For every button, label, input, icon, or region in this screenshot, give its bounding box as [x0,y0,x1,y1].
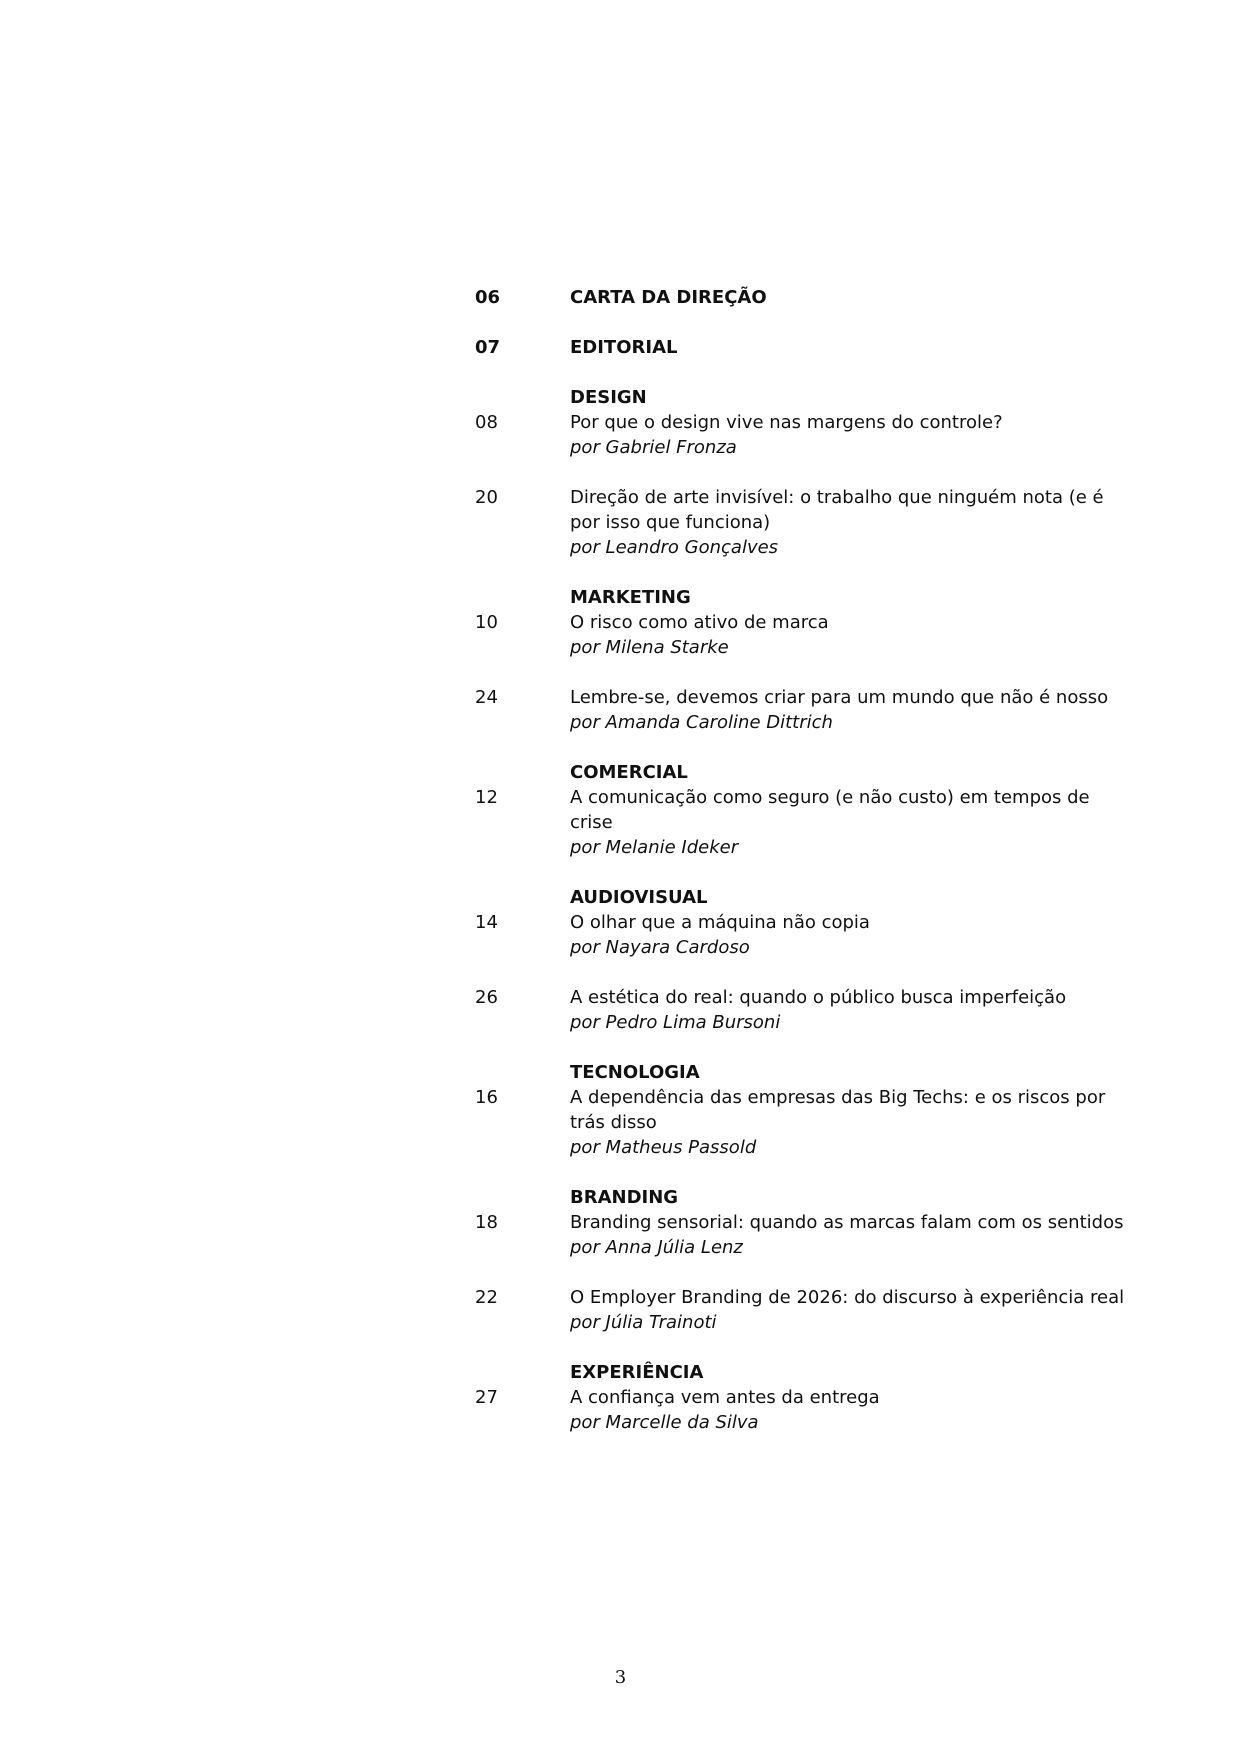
section-heading: BRANDING [570,1187,679,1208]
article-author: por Pedro Lima Bursoni [570,1012,781,1033]
toc-top-entry [475,285,1135,310]
toc-section-branding [475,1185,1135,1335]
article-title: Por que o design vive nas margens do controle? [570,412,1003,433]
article-title: O Employer Branding de 2026: do discurso à experiência real [570,1287,1125,1308]
toc-article[interactable] [475,785,1135,860]
page-number-label: 24 [475,687,498,708]
page-number-label: 16 [475,1087,498,1108]
article-title: O risco como ativo de marca [570,612,829,633]
article-author: por Gabriel Fronza [570,437,737,458]
toc-article[interactable] [475,1210,1135,1260]
section-heading: DESIGN [570,387,647,408]
article-author: por Matheus Passold [570,1137,757,1158]
article-title: O olhar que a máquina não copia [570,912,870,933]
toc-article[interactable] [475,410,1135,460]
page-number-label: 06 [475,287,501,308]
toc-article[interactable] [475,610,1135,660]
toc-article[interactable] [475,910,1135,960]
toc-article[interactable] [475,1085,1135,1160]
toc-section-design [475,385,1135,560]
entry-title: EDITORIAL [570,337,678,358]
page-number: 3 [614,1667,627,1688]
table-of-contents [475,285,1135,1460]
toc-top-entry [475,335,1135,360]
article-title: A estética do real: quando o público busca imperfeição [570,987,1067,1008]
article-title: A confiança vem antes da entrega [570,1387,880,1408]
article-title: Branding sensorial: quando as marcas falam com os sentidos [570,1212,1124,1233]
toc-article[interactable] [475,485,1135,560]
toc-section-marketing [475,585,1135,735]
page-number-label: 26 [475,987,498,1008]
toc-section-comercial [475,760,1135,860]
article-author: por Júlia Trainoti [570,1312,717,1333]
article-author: por Nayara Cardoso [570,937,750,958]
section-heading: AUDIOVISUAL [570,887,708,908]
section-heading: TECNOLOGIA [570,1062,700,1083]
toc-article[interactable] [475,1385,1135,1435]
page-number-label: 10 [475,612,498,633]
article-author: por Leandro Gonçalves [570,537,779,558]
article-author: por Anna Júlia Lenz [570,1237,743,1258]
page-number-label: 18 [475,1212,498,1233]
toc-entry-editorial[interactable] [475,335,1135,360]
toc-section-experiencia [475,1360,1135,1435]
article-title: A dependência das empresas das Big Techs: e os riscos por trás disso [570,1087,1106,1133]
section-heading: COMERCIAL [570,762,688,783]
article-title: Direção de arte invisível: o trabalho que ninguém nota (e é por isso que funciona) [570,487,1104,533]
toc-entry-carta[interactable] [475,285,1135,310]
page-number-label: 14 [475,912,498,933]
page-number-label: 08 [475,412,498,433]
article-author: por Melanie Ideker [570,837,739,858]
section-heading: EXPERIÊNCIA [570,1362,704,1383]
toc-article[interactable] [475,985,1135,1035]
page-number-label: 22 [475,1287,498,1308]
page-number-label: 12 [475,787,498,808]
article-author: por Milena Starke [570,637,729,658]
entry-title: CARTA DA DIREÇÃO [570,287,767,308]
toc-article[interactable] [475,685,1135,735]
page-number-label: 20 [475,487,498,508]
toc-article[interactable] [475,1285,1135,1335]
toc-section-audiovisual [475,885,1135,1035]
toc-section-tecnologia [475,1060,1135,1160]
article-author: por Amanda Caroline Dittrich [570,712,833,733]
article-title: A comunicação como seguro (e não custo) em tempos de crise [570,787,1090,833]
page-number-label: 07 [475,337,501,358]
page-number-label: 27 [475,1387,498,1408]
article-title: Lembre-se, devemos criar para um mundo que não é nosso [570,687,1109,708]
article-author: por Marcelle da Silva [570,1412,759,1433]
section-heading: MARKETING [570,587,691,608]
